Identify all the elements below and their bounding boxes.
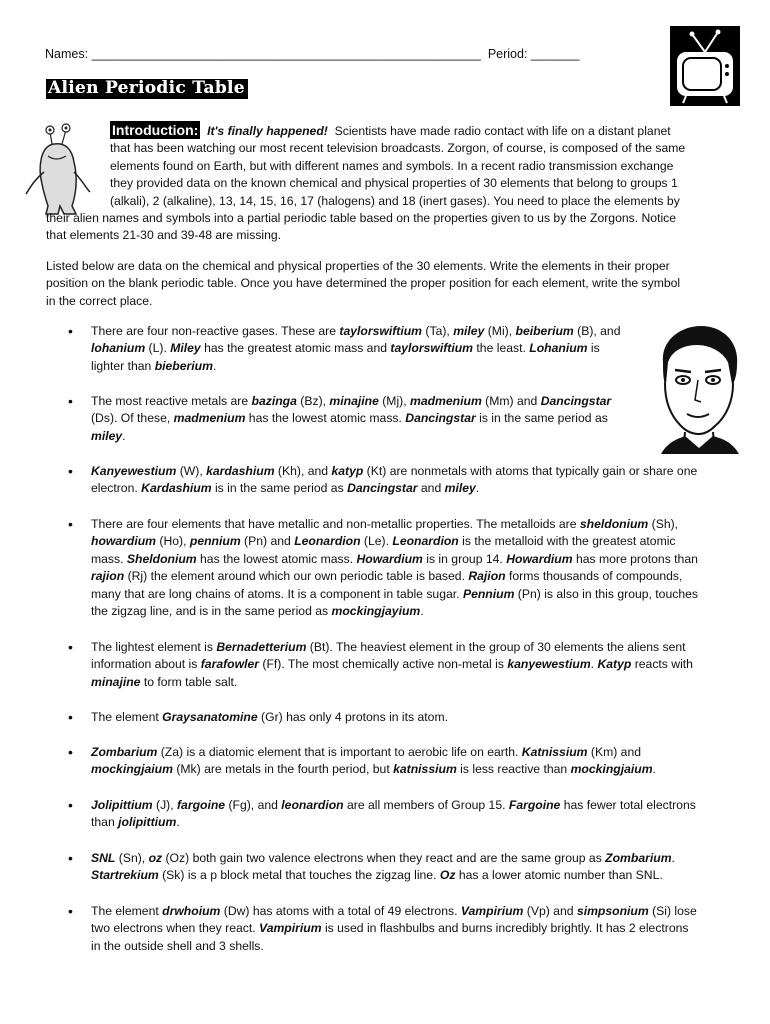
instructions-paragraph <box>46 258 726 310</box>
instructions-line: Listed below are data on the chemical and physical properties of the 30 elements. Write the elements in their proper <box>46 259 670 273</box>
period-label: Period: <box>487 47 528 61</box>
introduction-paragraph <box>46 121 726 245</box>
intro-text-line: their alien names and symbols into a partial periodic table based on the properties given to us by the Zorgons. Notice <box>46 211 677 226</box>
intro-text-line: that has been watching our most recent television broadcasts. Zorgon, of course, is composed of the same <box>110 141 686 156</box>
intro-text-line: that elements 21-30 and 39-48 are missing. <box>46 228 282 243</box>
intro-lead: It's finally happened! <box>207 124 328 138</box>
instructions-line: in the correct place. <box>46 293 153 308</box>
bullet-icon: • <box>68 744 73 760</box>
intro-text-line: elements found on Earth, but with different names and symbols. In a recent radio transmission exchange <box>110 158 674 173</box>
list-item-text: The element drwhoium (Dw) has atoms with a total of 49 electrons. Vampirium (Vp) and simpsonium (Si) lose two electrons when they react. Vampirium is used in flashbulbs and burns incredibly brightly. It has 2 electrons in the outside shell and 3 shells. <box>91 904 697 953</box>
period-blank[interactable]: _______ <box>530 47 580 61</box>
bullet-icon: • <box>68 323 73 339</box>
bullet-icon: • <box>68 463 73 479</box>
intro-text-line: they provided data on the known chemical and physical properties of 30 elements that belong to groups 1 <box>110 176 678 191</box>
list-item-text: The most reactive metals are bazinga (Bz), minajine (Mj), madmenium (Mm) and Dancingstar (Ds). Of these, madmenium has the lowest atomic mass. Dancingstar is in the same period as miley. <box>91 394 612 443</box>
list-item-text: The lightest element is Bernadetterium (Bt). The heaviest element in the group of 30 elements the aliens sent information about is farafowler (Ff). The most chemically active non-metal is kanyewestium. Katyp reacts with minajine to form table salt. <box>91 640 693 689</box>
list-item-text: Zombarium (Za) is a diatomic element that is important to aerobic life on earth. Katnissium (Km) and mockingjaium (Mk) are metals in the fourth period, but katnissium is less reactive than mockingjaium. <box>91 745 656 777</box>
intro-line-1 <box>46 121 726 140</box>
intro-label: Introduction: <box>112 122 199 138</box>
list-item-text: Kanyewestium (W), kardashium (Kh), and katyp (Kt) are nonmetals with atoms that typically gain or share one electron. Kardashium is in the same period as Dancingstar and miley. <box>91 464 698 496</box>
page-title: Alien Periodic Table <box>46 79 248 99</box>
list-item-text: The element Graysanatomine (Gr) has only 4 protons in its atom. <box>91 710 448 724</box>
bullet-icon: • <box>68 797 73 813</box>
names-blank[interactable]: ________________________________________________________ <box>91 47 481 61</box>
names-line <box>45 46 580 63</box>
bullet-icon: • <box>68 709 73 725</box>
list-item-text: Jolipittium (J), fargoine (Fg), and leonardion are all members of Group 15. Fargoine has fewer total electrons than jolipittium. <box>91 798 696 830</box>
bullet-icon: • <box>68 850 73 866</box>
intro-text-line: (alkali), 2 (alkaline), 13, 14, 15, 16, 17 (halogens) and 18 (inert gases). You need to place the elements by <box>110 193 680 208</box>
portrait-illustration <box>653 322 745 456</box>
television-icon <box>670 26 740 106</box>
names-label: Names: <box>45 47 89 61</box>
bullet-icon: • <box>68 516 73 532</box>
list-item-text: There are four elements that have metallic and non-metallic properties. The metalloids are sheldonium (Sh), howardium (Ho), pennium (Pn) and Leonardion (Le). Leonardion is the metalloid with the greatest atomic mass. Sheldonium has the lowest atomic mass. Howardium is in group 14. Howardium has more protons than rajion (Rj) the element around which our own periodic table is based. Rajion forms thousands of compounds, many that are long chains of atoms. It is a component in table sugar. Pennium (Pn) is also in this group, touches the zigzag line, and is in the same period as mockingjayium. <box>91 517 698 619</box>
bullet-icon: • <box>68 903 73 919</box>
bullet-icon: • <box>68 639 73 655</box>
list-item-text: SNL (Sn), oz (Oz) both gain two valence electrons when they react and are the same group as Zombarium. Startrekium (Sk) is a p block metal that touches the zigzag line. Oz has a lower atomic number than SNL. <box>91 851 675 883</box>
list-item-text: There are four non-reactive gases. These are taylorswiftium (Ta), miley (Mi), beiberium (B), and lohanium (L). Miley has the greatest atomic mass and taylorswiftium the least. Lohanium is lighter than bieberium. <box>91 324 621 373</box>
intro-text-line: Scientists have made radio contact with life on a distant planet <box>334 124 671 138</box>
bullet-icon: • <box>68 393 73 409</box>
instructions-line: position on the blank periodic table. Once you have determined the proper position for each element, write the symbol <box>46 276 681 291</box>
